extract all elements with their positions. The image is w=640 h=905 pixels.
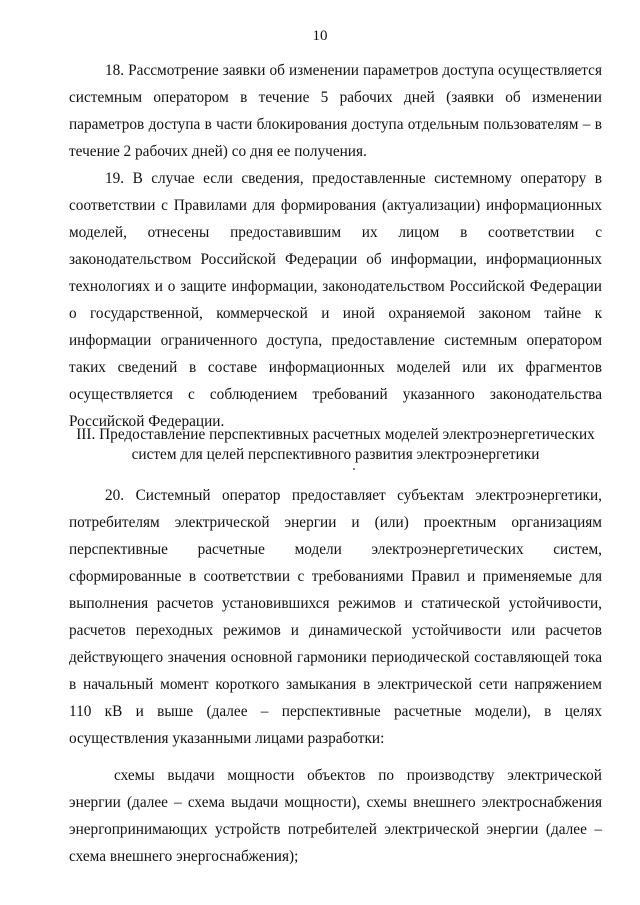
paragraph-20: 20. Системный оператор предоставляет субъектам электроэнергетики, потребителям электрической энергии и (или) проектным организациям перспективные расчетные модели электроэнергетических систем, сформированные в соответствии с требованиями Правил и применяемые для выполнения расчетов установившихся режимов и статической устойчивости, расчетов переходных режимов и динамической устойчивости или расчетов действующего значения основной гармоники периодической составляющей тока в начальный момент короткого замыкания в электрической сети напряжением 110 кВ и выше (далее – перспективные расчетные модели), в целях осуществления указанными лицами разработки: [69, 487, 602, 747]
section-heading-line-1: III. Предоставление перспективных расчетных моделей электроэнергетических [76, 426, 595, 443]
paragraph-19: 19. В случае если сведения, предоставленные системному оператору в соответствии с Правилами для формирования (актуализации) информационных моделей, отнесены предоставившим их лицом в соответствии с законодательством Российской Федерации об информации, информационных технологиях и о защите информации, законодательством Российской Федерации о государственной, коммерческой и иной охраняемой законом тайне к информации ограниченного доступа, предоставление системным оператором таких сведений в составе информационных моделей или их фрагментов осуществляется с соблюдением требований указанного законодательства Российской Федерации. [69, 170, 602, 430]
page-number: 10 [312, 28, 328, 44]
section-heading-line-2: систем для целей перспективного развития электроэнергетики [131, 446, 540, 463]
text-block-lower [69, 482, 602, 870]
scan-speck [353, 468, 355, 470]
paragraph-18: 18. Рассмотрение заявки об изменении параметров доступа осуществляется системным оператором в течение 5 рабочих дней (заявки об изменении параметров доступа в части блокирования доступа отдельным пользователям – в течение 2 рабочих дней) со дня ее получения. [69, 62, 602, 160]
paragraph-20-item-1: схемы выдачи мощности объектов по производству электрической энергии (далее – схема выдачи мощности), схемы внешнего электроснабжения энергопринимающих устройств потребителей электрической энергии (далее – схема внешнего энергоснабжения); [69, 767, 602, 865]
text-block-upper [69, 57, 602, 435]
section-heading [69, 425, 602, 465]
